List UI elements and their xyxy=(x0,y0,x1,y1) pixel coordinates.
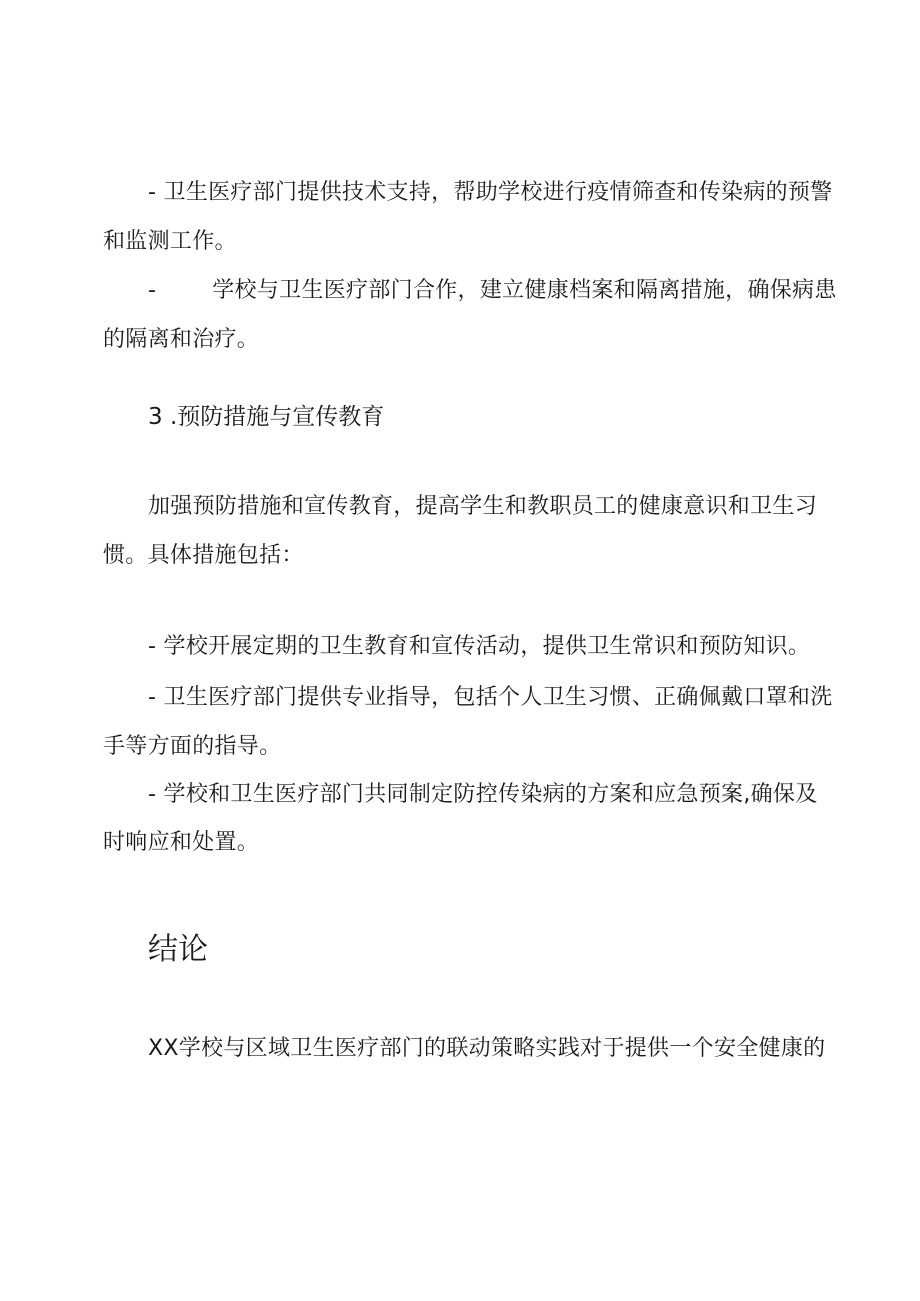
section3-item1: - 学校开展定期的卫生教育和宣传活动，提供卫生常识和预防知识。 xyxy=(148,634,811,659)
section2-item2-line1 xyxy=(148,276,837,306)
section2-item2-text: 学校与卫生医疗部门合作，建立健康档案和隔离措施，确保病患 xyxy=(212,278,837,303)
section2-item1-line2: 和监测工作。 xyxy=(103,229,237,254)
section3-title: .预防措施与宣传教育 xyxy=(170,404,385,430)
section2-item1-line1: - 卫生医疗部门提供技术支持，帮助学校进行疫情筛查和传染病的预警 xyxy=(148,180,833,205)
section3-item2-line1: - 卫生医疗部门提供专业指导，包括个人卫生习惯、正确佩戴口罩和洗 xyxy=(148,685,833,710)
section3-heading xyxy=(148,402,384,432)
conclusion-title: 结论 xyxy=(148,932,208,967)
section3-item3-line1: - 学校和卫生医疗部门共同制定防控传染病的方案和应急预案,确保及 xyxy=(148,782,818,807)
section3-number: 3 xyxy=(148,404,163,430)
section3-item3-line2: 时响应和处置。 xyxy=(103,830,260,855)
conclusion-line1: XX学校与区域卫生医疗部门的联动策略实践对于提供一个安全健康的 xyxy=(148,1036,826,1061)
section3-intro-line1: 加强预防措施和宣传教育，提高学生和教职员工的健康意识和卫生习 xyxy=(148,494,818,519)
section2-item2-line2: 的隔离和治疗。 xyxy=(103,327,260,352)
section3-item2-line2: 手等方面的指导。 xyxy=(103,734,282,759)
dash-marker: - xyxy=(148,278,157,303)
section3-intro-line2: 惯。具体措施包括： xyxy=(103,543,304,568)
